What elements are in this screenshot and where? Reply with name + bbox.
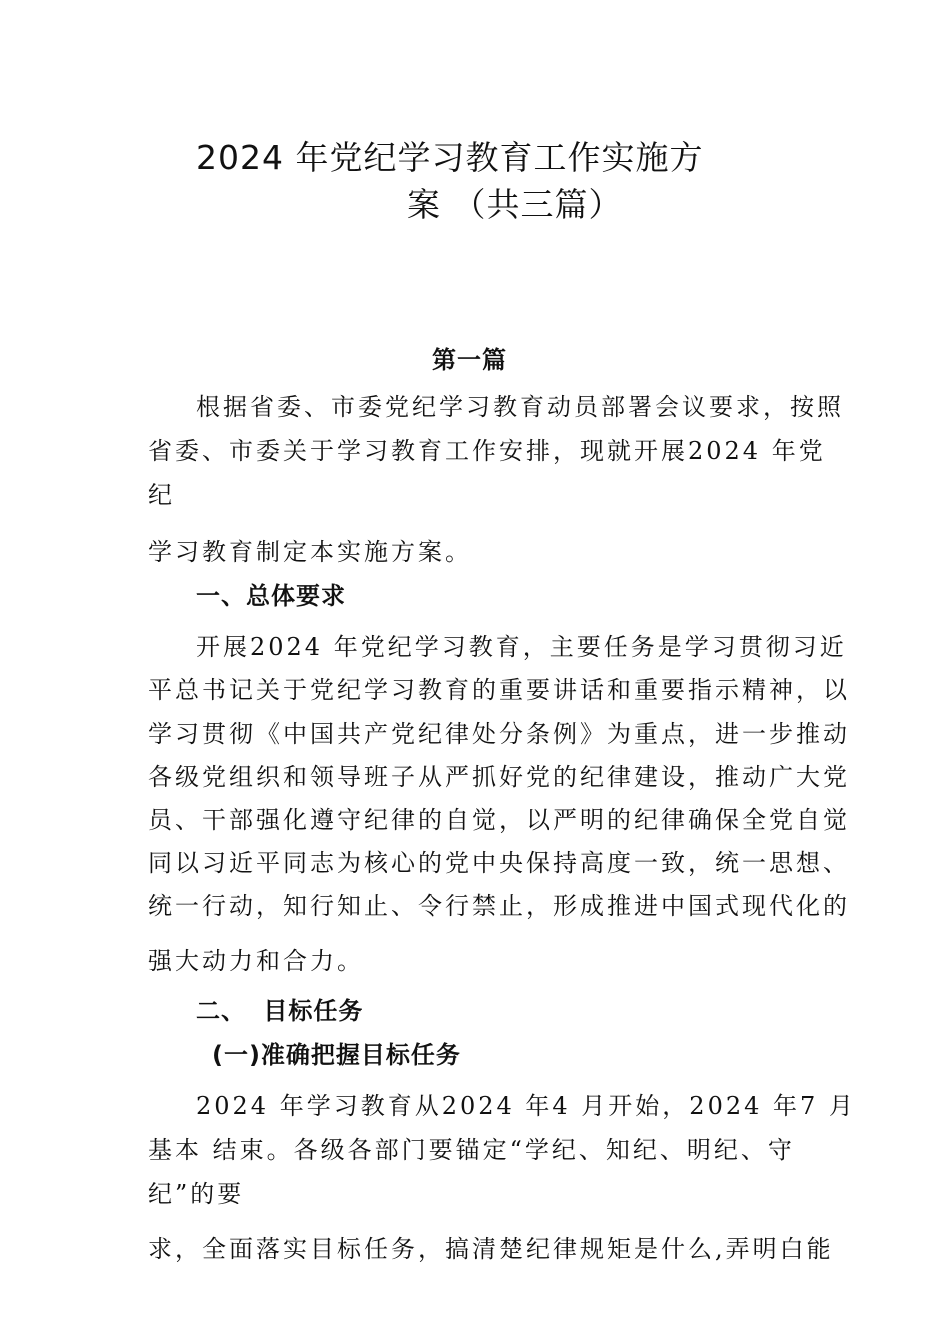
document-title-line-2: 案 （共三篇）	[407, 185, 623, 224]
intro-line-3: 纪	[148, 481, 175, 509]
part-heading: 第一篇	[432, 346, 507, 374]
document-title-line-1: 2024 年党纪学习教育工作实施方	[196, 138, 704, 177]
subsection-1-heading: (一)准确把握目标任务	[212, 1041, 461, 1069]
subsection-1-line-2: 基本 结束。各级各部门要锚定“学纪、知纪、明纪、守	[148, 1136, 795, 1164]
section-1-line-7: 统一行动，知行知止、令行禁止，形成推进中国式现代化的	[148, 892, 850, 920]
section-1-heading: 一、总体要求	[196, 582, 346, 610]
section-1-line-5: 员、干部强化遵守纪律的自觉，以严明的纪律确保全党自觉	[148, 806, 850, 834]
section-1-line-8: 强大动力和合力。	[148, 947, 364, 975]
intro-line-2: 省委、市委关于学习教育工作安排，现就开展2024 年党	[148, 437, 826, 465]
subsection-1-line-1: 2024 年学习教育从2024 年4 月开始，2024 年7 月	[196, 1092, 856, 1120]
section-1-line-3: 学习贯彻《中国共产党纪律处分条例》为重点，进一步推动	[148, 720, 850, 748]
subsection-1-line-3: 纪”的要	[148, 1180, 245, 1208]
section-1-line-2: 平总书记关于党纪学习教育的重要讲话和重要指示精神，以	[148, 676, 850, 704]
intro-line-1: 根据省委、市委党纪学习教育动员部署会议要求，按照	[196, 393, 844, 421]
section-1-line-1: 开展2024 年党纪学习教育，主要任务是学习贯彻习近	[196, 633, 847, 661]
subsection-1-line-4: 求，全面落实目标任务，搞清楚纪律规矩是什么,弄明白能	[148, 1235, 834, 1263]
section-1-line-6: 同以习近平同志为核心的党中央保持高度一致，统一思想、	[148, 849, 850, 877]
section-2-heading: 二、 目标任务	[196, 997, 364, 1025]
section-1-line-4: 各级党组织和领导班子从严抓好党的纪律建设，推动广大党	[148, 763, 850, 791]
intro-line-4: 学习教育制定本实施方案。	[148, 538, 472, 566]
